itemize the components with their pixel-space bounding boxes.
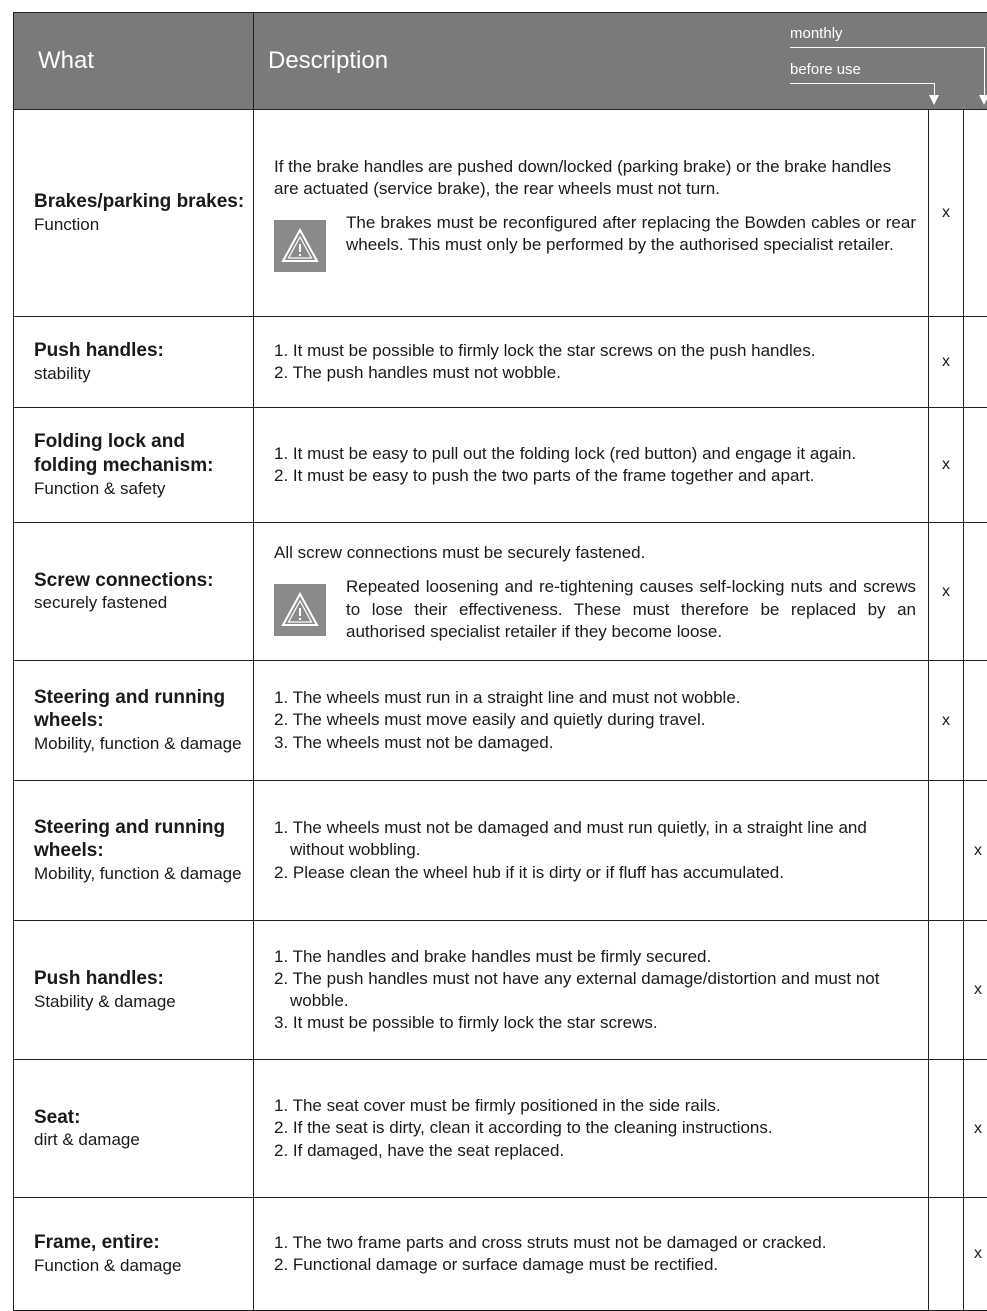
description-item: 1. The wheels must run in a straight line and must not wobble. (274, 688, 741, 708)
table-row (14, 523, 987, 661)
freq-monthly-line (790, 47, 985, 48)
description-item: 2. The push handles must not have any external damage/distortion and must not wobble. (274, 968, 880, 1010)
description-text: If the brake handles are pushed down/locked (parking brake) or the brake handles are actuated (service brake), the rear wheels must not turn. (274, 156, 892, 198)
check-title: Push handles: (34, 340, 164, 362)
check-subtitle: Function & safety (34, 478, 166, 498)
table-header (14, 13, 987, 110)
warning-icon (274, 220, 326, 272)
table-row (14, 661, 987, 781)
before-use-mark: x (929, 523, 964, 660)
table-row (14, 110, 987, 317)
check-title: Steering and running wheels: (34, 816, 226, 862)
warning-note (274, 212, 916, 272)
description-text: All screw connections must be securely fastened. (274, 543, 646, 563)
monthly-mark: x (974, 841, 982, 859)
monthly-mark (964, 317, 987, 407)
warning-icon (274, 584, 326, 636)
freq-monthly-label: monthly (790, 25, 843, 42)
what-cell (14, 110, 254, 316)
description-cell (254, 1060, 929, 1197)
before-use-mark: x (929, 317, 964, 407)
description-item: 2. If damaged, have the seat replaced. (274, 1140, 565, 1160)
description-cell (254, 408, 929, 522)
description-item: 2. The push handles must not wobble. (274, 363, 561, 382)
table-body (14, 110, 987, 1311)
description-item: 2. It must be easy to push the two parts of the frame together and apart. (274, 466, 815, 485)
description-cell (254, 110, 929, 316)
monthly-mark (964, 408, 987, 522)
description-item: 2. Functional damage or surface damage must be rectified. (274, 1255, 719, 1274)
description-item: 2. If the seat is dirty, clean it according to the cleaning instructions. (274, 1118, 773, 1138)
check-subtitle: Function (34, 214, 100, 234)
description-cell (254, 921, 929, 1059)
description-item: 1. It must be possible to firmly lock the star screws on the push handles. (274, 340, 816, 360)
description-cell (254, 317, 929, 407)
monthly-mark: x (974, 1245, 982, 1262)
before-use-mark (929, 1198, 964, 1310)
check-title: Frame, entire: (34, 1232, 160, 1254)
description-cell (254, 1198, 929, 1310)
description-item: 1. The handles and brake handles must be firmly secured. (274, 946, 712, 966)
before-use-mark: x (929, 408, 964, 522)
before-use-mark: x (929, 110, 964, 316)
monthly-mark (964, 661, 987, 780)
check-title: Screw connections: (34, 569, 214, 591)
check-subtitle: Stability & damage (34, 991, 176, 1011)
monthly-mark: x (974, 1119, 982, 1137)
before-use-mark (929, 781, 964, 920)
maintenance-table (13, 12, 987, 1311)
description-cell (254, 523, 929, 660)
arrow-down-icon (929, 95, 939, 105)
arrow-down-icon (979, 95, 987, 105)
description-item: 1. The two frame parts and cross struts must not be damaged or cracked. (274, 1232, 827, 1252)
description-cell (254, 661, 929, 780)
check-title: Folding lock and folding mechanism: (34, 431, 214, 476)
check-subtitle: securely fastened (34, 593, 168, 613)
check-subtitle: Function & damage (34, 1255, 182, 1275)
description-item: 3. The wheels must not be damaged. (274, 732, 554, 752)
description-item: 1. The seat cover must be firmly positioned in the side rails. (274, 1096, 721, 1116)
before-use-mark (929, 1060, 964, 1197)
description-item: 2. The wheels must move easily and quietly during travel. (274, 710, 706, 730)
what-cell (14, 317, 254, 407)
monthly-mark (964, 110, 987, 316)
freq-monthly-drop (984, 47, 985, 99)
header-what: What (14, 13, 254, 109)
what-cell (14, 921, 254, 1059)
warning-note (274, 576, 916, 642)
table-row (14, 921, 987, 1060)
before-use-mark: x (929, 661, 964, 780)
table-row (14, 317, 987, 408)
what-cell (14, 523, 254, 660)
description-item: 1. The wheels must not be damaged and must run quietly, in a straight line and without wobbling. (274, 818, 867, 860)
check-title: Steering and running wheels: (34, 686, 226, 732)
description-item: 1. It must be easy to pull out the folding lock (red button) and engage it again. (274, 443, 857, 463)
check-subtitle: dirt & damage (34, 1130, 140, 1150)
what-cell (14, 408, 254, 522)
description-item: 2. Please clean the wheel hub if it is dirty or if fluff has accumulated. (274, 862, 784, 882)
what-cell (14, 781, 254, 920)
monthly-mark: x (974, 981, 982, 998)
freq-before-use-line (790, 83, 935, 84)
what-cell (14, 1198, 254, 1310)
check-subtitle: stability (34, 363, 91, 383)
check-subtitle: Mobility, function & damage (34, 864, 242, 884)
table-row (14, 1198, 987, 1311)
before-use-mark (929, 921, 964, 1059)
check-title: Brakes/parking brakes: (34, 191, 245, 213)
description-cell (254, 781, 929, 920)
monthly-mark (964, 523, 987, 660)
what-cell (14, 1060, 254, 1197)
table-row (14, 408, 987, 523)
table-row (14, 781, 987, 921)
check-title: Seat: (34, 1106, 81, 1128)
description-item: 3. It must be possible to firmly lock the star screws. (274, 1013, 658, 1033)
warning-text: Repeated loosening and re-tightening causes self-locking nuts and screws to lose their effectiveness. These must therefore be replaced by an authorised specialist retailer if they become loose. (346, 577, 916, 641)
what-cell (14, 661, 254, 780)
freq-before-use-label: before use (790, 61, 861, 78)
warning-text: The brakes must be reconfigured after replacing the Bowden cables or rear wheels. This must only be performed by the authorised specialist retailer. (346, 213, 916, 255)
check-subtitle: Mobility, function & damage (34, 734, 242, 754)
header-description: Description (268, 47, 389, 74)
check-title: Push handles: (34, 968, 164, 990)
table-row (14, 1060, 987, 1198)
